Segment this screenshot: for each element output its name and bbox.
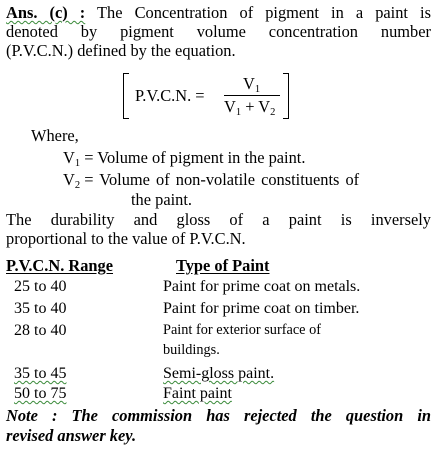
where-label: Where, [31,126,79,145]
note-line2: revised answer key. [6,426,137,445]
para1-line2: denoted by pigment volume concentration number [6,22,431,41]
table-row-type: Paint for prime coat on timber. [163,300,360,317]
note-line1: Note : The commission has rejected the question in [6,406,431,425]
equation-numerator: V1 [243,74,261,95]
table-row-range: 50 to 75 [14,385,67,402]
table-row-range: 28 to 40 [14,322,67,339]
para1-line1-text: The Concentration of pigment in a paint is [97,3,431,22]
pvcn-equation [123,73,289,117]
table-row-type: Faint paint [163,385,232,402]
table-row-range: 35 to 40 [14,300,67,317]
col-header-range: P.V.C.N. Range [6,256,114,275]
table-row-range: 25 to 40 [14,278,67,295]
table-row-type: Semi-gloss paint. [163,365,275,382]
left-bracket [123,73,129,119]
answer-label: Ans. (c) : [6,3,86,22]
table-row-type: Paint for prime coat on metals. [163,278,361,295]
where-v2: V2 = Volume of non-volatile constituents of [63,170,360,191]
right-bracket [283,73,289,119]
para1-line3: (P.V.C.N.) defined by the equation. [6,41,236,60]
para2-line2: proportional to the value of P.V.C.N. [6,229,246,248]
para2-line1: The durability and gloss of a paint is inversely [6,210,431,229]
table-row-range: 35 to 45 [14,365,67,382]
table-row-type: Paint for exterior surface of [163,322,321,338]
where-v2-cont: the paint. [131,190,192,209]
para1-line1 [6,4,431,21]
fraction-bar [224,95,280,96]
col-header-type: Type of Paint [176,256,270,275]
table-row-type-cont: buildings. [163,342,220,358]
equation-lhs: P.V.C.N. = [135,86,205,105]
where-v1: V1 = Volume of pigment in the paint. [63,148,306,169]
equation-denominator: V1 + V2 [224,97,276,118]
